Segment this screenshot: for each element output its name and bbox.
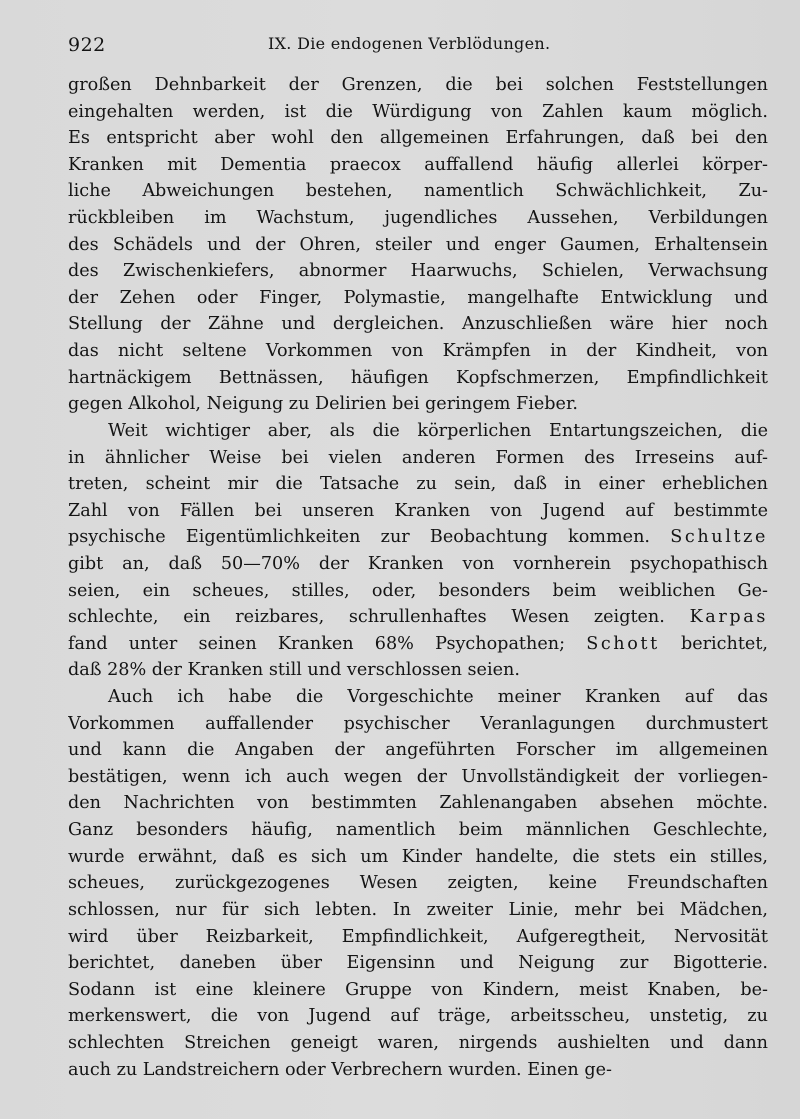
text-line: wird über Reizbarkeit, Empfindlichkeit, Aufgeregtheit, Nervosität (68, 926, 768, 947)
text-line: Sodann ist eine kleinere Gruppe von Kindern, meist Knaben, be- (68, 979, 768, 1000)
text-line: des Zwischenkiefers, abnormer Haarwuchs, Schielen, Verwachsung (68, 261, 768, 282)
text-line: schlechten Streichen geneigt waren, nirgends aushielten und dann (68, 1032, 768, 1053)
text-line: psychische Eigentümlichkeiten zur Beobachtung kommen. Schultze (68, 527, 768, 548)
page-header (68, 30, 768, 60)
text-line: bestätigen, wenn ich auch wegen der Unvollständigkeit der vorliegen- (68, 766, 768, 787)
text-line: Stellung der Zähne und dergleichen. Anzuschließen wäre hier noch (68, 314, 768, 335)
text-line: Ganz besonders häufig, namentlich beim männlichen Geschlechte, (68, 820, 768, 841)
text-line: großen Dehnbarkeit der Grenzen, die bei solchen Feststellungen (68, 75, 768, 95)
text-line: seien, ein scheues, stilles, oder, besonders beim weiblichen Ge- (68, 580, 768, 601)
text-line: daß 28% der Kranken still und verschlossen seien. (68, 660, 520, 681)
text-line: liche Abweichungen bestehen, namentlich Schwächlichkeit, Zu- (68, 181, 768, 202)
text-line: gibt an, daß 50—70% der Kranken von vornherein psychopathisch (68, 553, 768, 574)
paragraph (68, 418, 768, 684)
text-line: und kann die Angaben der angeführten Forscher im allgemeinen (68, 740, 768, 761)
text-line: der Zehen oder Finger, Polymastie, mangelhafte Entwicklung und (68, 287, 768, 308)
text-line: scheues, zurückgezogenes Wesen zeigten, keine Freundschaften (68, 873, 768, 894)
page-number: 922 (68, 34, 106, 56)
paragraph (68, 684, 768, 1083)
text-line: in ähnlicher Weise bei vielen anderen Formen des Irreseins auf- (68, 447, 768, 468)
text-line: Vorkommen auffallender psychischer Veranlagungen durchmustert (68, 713, 768, 734)
text-line: den Nachrichten von bestimmten Zahlenangaben absehen möchte. (68, 793, 768, 814)
text-line: rückbleiben im Wachstum, jugendliches Aussehen, Verbildungen (68, 208, 768, 229)
text-line: Zahl von Fällen bei unseren Kranken von Jugend auf bestimmte (68, 500, 768, 521)
text-line: schlechte, ein reizbares, schrullenhaftes Wesen zeigten. Karpas (68, 607, 768, 628)
text-line: gegen Alkohol, Neigung zu Delirien bei geringem Fieber. (68, 394, 579, 415)
text-line: eingehalten werden, ist die Würdigung von Zahlen kaum möglich. (68, 101, 768, 122)
text-line: fand unter seinen Kranken 68% Psychopathen; Schott berichtet, (68, 633, 768, 654)
text-line: des Schädels und der Ohren, steiler und enger Gaumen, Erhaltensein (68, 234, 768, 255)
spaced-author-name: Schultze (670, 527, 768, 548)
spaced-author-name: Schott (586, 633, 660, 654)
text-line: wurde erwähnt, daß es sich um Kinder handelte, die stets ein stilles, (68, 846, 768, 867)
text-line: treten, scheint mir die Tatsache zu sein, daß in einer erheblichen (68, 474, 768, 495)
text-line: Weit wichtiger aber, als die körperlichen Entartungszeichen, die (108, 420, 768, 441)
body-text (68, 72, 768, 1083)
text-line: auch zu Landstreichern oder Verbrechern wurden. Einen ge- (68, 1059, 612, 1080)
text-line: schlossen, nur für sich lebten. In zweiter Linie, mehr bei Mädchen, (68, 899, 768, 920)
text-line: merkenswert, die von Jugend auf träge, arbeitsscheu, unstetig, zu (68, 1006, 768, 1027)
text-line: berichtet, daneben über Eigensinn und Neigung zur Bigotterie. (68, 953, 768, 974)
text-line: hartnäckigem Bettnässen, häufigen Kopfschmerzen, Empfindlichkeit (68, 367, 768, 388)
paragraph (68, 72, 768, 418)
text-line: Kranken mit Dementia praecox auffallend häufig allerlei körper- (68, 154, 768, 175)
spaced-author-name: Karpas (689, 607, 768, 628)
text-line: Auch ich habe die Vorgeschichte meiner Kranken auf das (108, 687, 768, 708)
text-line: Es entspricht aber wohl den allgemeinen Erfahrungen, daß bei den (68, 128, 768, 149)
running-head: IX. Die endogenen Verblödungen. (268, 34, 551, 53)
text-line: das nicht seltene Vorkommen von Krämpfen in der Kindheit, von (68, 341, 768, 362)
